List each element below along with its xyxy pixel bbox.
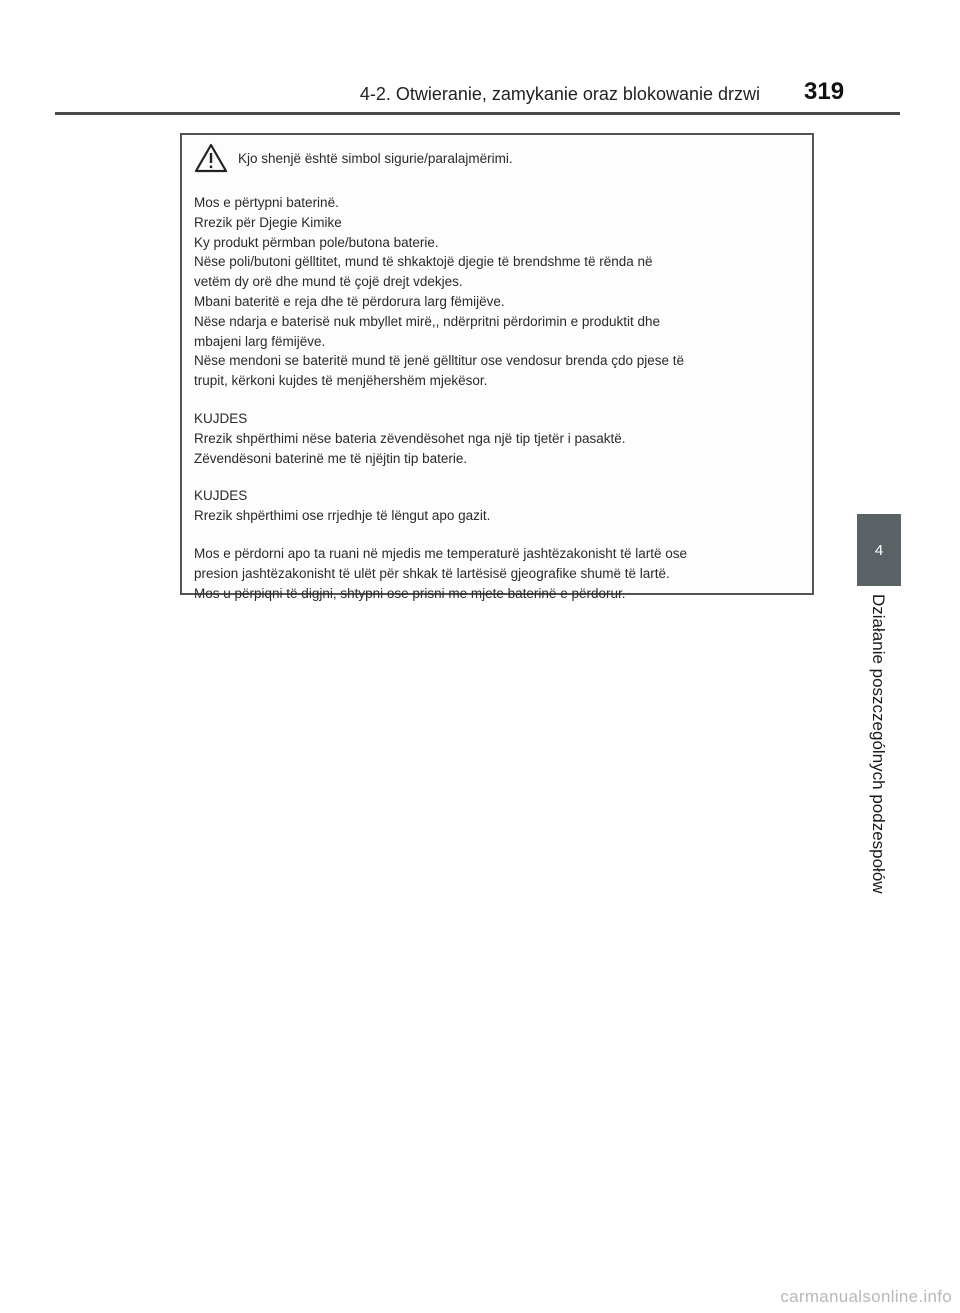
text-line: Rrezik shpërthimi ose rrjedhje të lëngut apo gazit. — [194, 508, 491, 524]
text-line: trupit, kërkoni kujdes të menjëhershëm mjekësor. — [194, 373, 488, 389]
warning-triangle-icon — [194, 143, 228, 173]
text-line: Mbani bateritë e reja dhe të përdorura larg fëmijëve. — [194, 293, 505, 309]
text-line: Nëse mendoni se bateritë mund të jenë gëlltitur ose vendosur brenda çdo pjese të — [194, 353, 685, 369]
text-line: presion jashtëzakonisht të ulët për shkak të lartësisë gjeografike shumë të lartë. — [194, 565, 670, 581]
text-line: KUJDES — [194, 488, 248, 504]
warning-block-2 — [194, 409, 800, 468]
page-header-title: 4-2. Otwieranie, zamykanie oraz blokowanie drzwi — [359, 84, 760, 104]
text-line: Nëse poli/butoni gëlltitet, mund të shkaktojë djegie të brendshme të rënda në — [194, 254, 653, 270]
warning-block-4 — [194, 544, 800, 603]
text-line: Ky produkt përmban pole/butona baterie. — [194, 234, 439, 250]
text-line: Rrezik shpërthimi nëse bateria zëvendësohet nga një tip tjetër i pasaktë. — [194, 430, 626, 446]
text-line: mbajeni larg fëmijëve. — [194, 333, 326, 349]
warning-block-3 — [194, 486, 800, 526]
text-line: Zëvendësoni baterinë me të njëjtin tip baterie. — [194, 450, 468, 466]
warning-heading-row — [194, 143, 800, 173]
text-line: Nëse ndarja e baterisë nuk mbyllet mirë,, ndërpritni përdorimin e produktit dhe — [194, 313, 660, 329]
watermark: carmanualsonline.info — [780, 1287, 952, 1306]
page-number: 319 — [804, 78, 845, 105]
battery-warning-label — [180, 133, 814, 601]
text-line: Mos e përdorni apo ta ruani në mjedis me temperaturë jashtëzakonisht të lartë ose — [194, 545, 688, 561]
chapter-tab: 4 — [857, 514, 901, 586]
header-rule — [55, 112, 900, 115]
warning-block-1 — [194, 193, 800, 391]
text-line: KUJDES — [194, 410, 248, 426]
chapter-side-label: Działanie poszczególnych podzespołów — [869, 594, 888, 894]
text-line: vetëm dy orë dhe mund të çojë drejt vdekjes. — [194, 274, 463, 290]
text-line: Mos e përtypni baterinë. — [194, 195, 339, 210]
text-line: Rrezik për Djegie Kimike — [194, 214, 342, 230]
text-line: Mos u përpiqni të digjni, shtypni ose prisni me mjete baterinë e përdorur. — [194, 585, 626, 601]
warning-heading: Kjo shenjë është simbol sigurie/paralajmërimi. — [238, 150, 513, 166]
